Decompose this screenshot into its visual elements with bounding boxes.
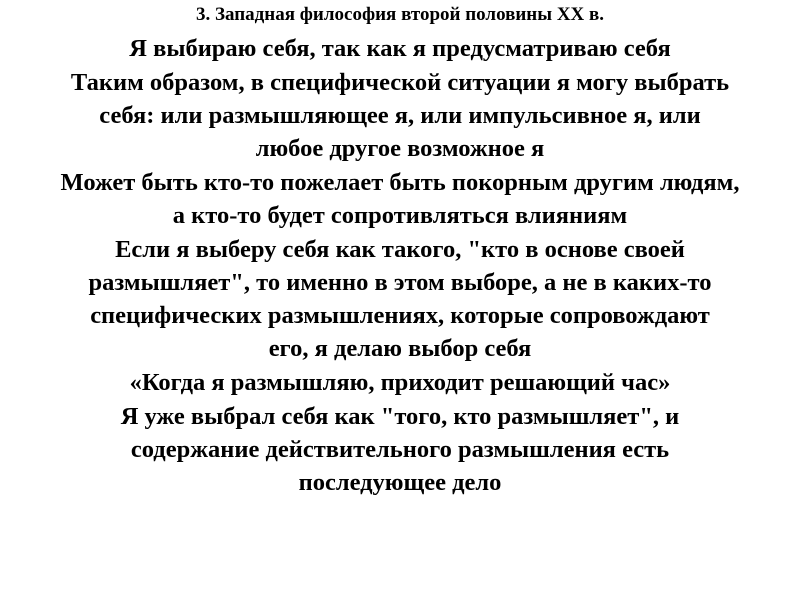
paragraph-line: любое другое возможное я [255, 135, 545, 162]
slide-title: 3. Западная философия второй половины XX в. [195, 4, 605, 25]
paragraph-6 [20, 400, 780, 499]
paragraph-5 [20, 366, 780, 399]
paragraph-4 [20, 233, 780, 365]
paragraph-line: Таким образом, в специфической ситуации я могу выбрать [70, 69, 730, 96]
paragraph-line: себя: или размышляющее я, или импульсивное я, или [99, 102, 701, 129]
paragraph-line: «Когда я размышляю, приходит решающий час» [129, 369, 671, 396]
paragraph-line: а кто-то будет сопротивляться влияниям [172, 202, 628, 229]
paragraph-3 [20, 166, 780, 232]
paragraph-line: Если я выберу себя как такого, "кто в основе своей [115, 236, 685, 263]
paragraph-line: специфических размышлениях, которые сопровождают [90, 302, 710, 329]
paragraph-1 [20, 32, 780, 65]
paragraph-line: размышляет", то именно в этом выборе, а не в каких-то [88, 269, 712, 296]
paragraph-line: его, я делаю выбор себя [268, 335, 532, 362]
slide-body [20, 32, 780, 500]
paragraph-line: Может быть кто-то пожелает быть покорным другим людям, [60, 169, 740, 196]
paragraph-line: последующее дело [298, 469, 502, 496]
paragraph-2 [20, 66, 780, 165]
paragraph-line: Я уже выбрал себя как "того, кто размышляет", и [120, 403, 680, 430]
paragraph-line: Я выбираю себя, так как я предусматриваю себя [129, 35, 671, 62]
paragraph-line: содержание действительного размышления есть [130, 436, 670, 463]
